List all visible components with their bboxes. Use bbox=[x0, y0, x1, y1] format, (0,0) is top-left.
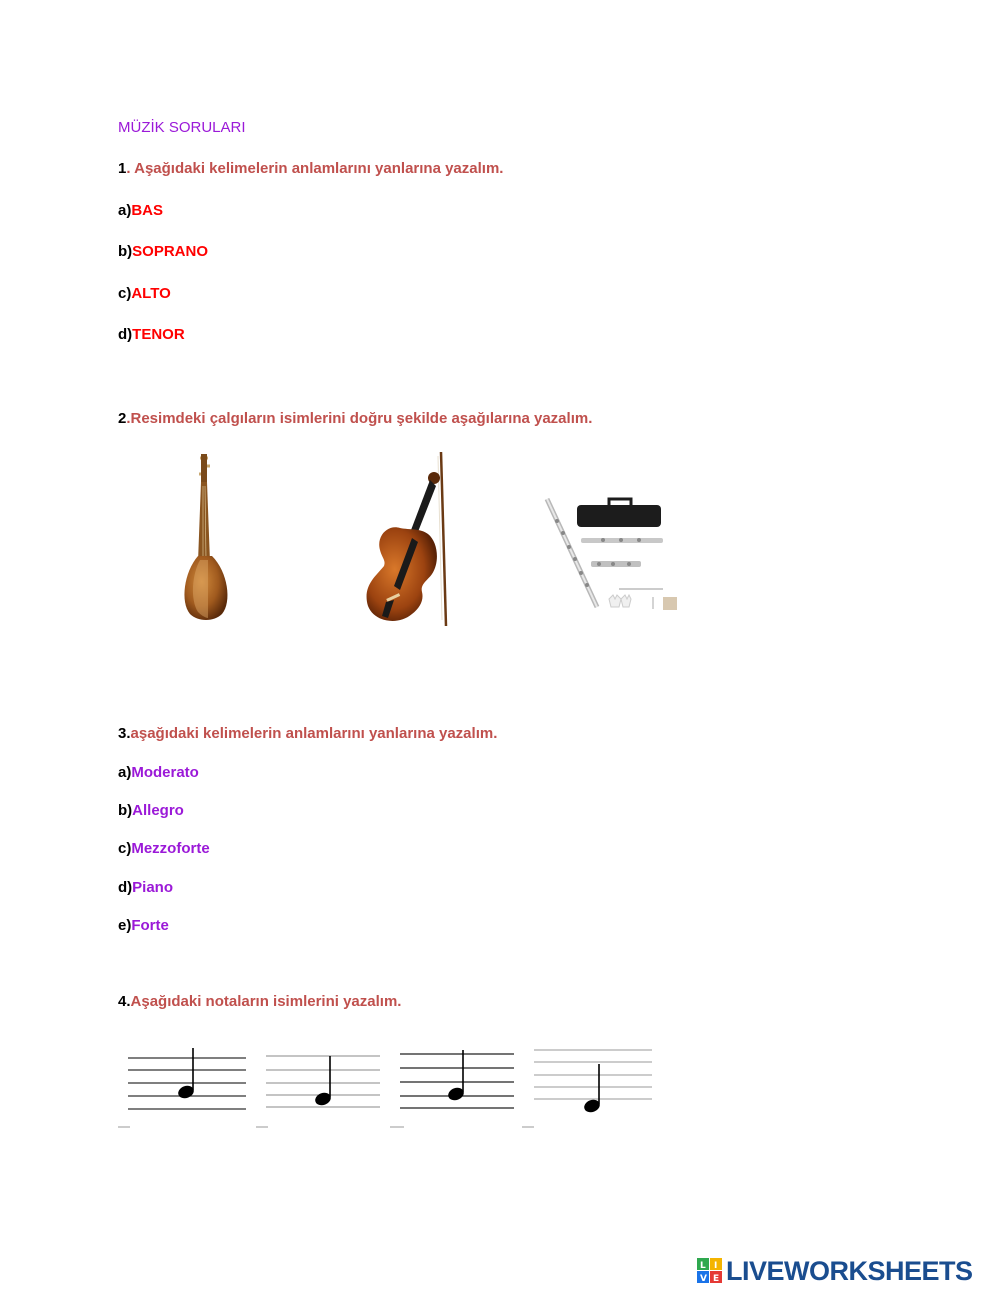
page-title: MÜZİK SORULARI bbox=[118, 119, 246, 136]
item-label: e) bbox=[118, 917, 132, 934]
footer-logo bbox=[697, 1254, 973, 1288]
question-3-text: aşağıdaki kelimelerin anlamlarını yanlarına yazalım. bbox=[130, 725, 498, 742]
question-3-number: 3. bbox=[118, 725, 131, 742]
question-1 bbox=[118, 160, 503, 178]
question-2 bbox=[118, 410, 592, 428]
item-label: d) bbox=[118, 326, 133, 343]
question-4 bbox=[118, 993, 401, 1011]
question-1-text: . Aşağıdaki kelimelerin anlamlarını yanlarına yazalım. bbox=[126, 160, 504, 177]
note-staff-1 bbox=[118, 1040, 250, 1130]
item-label: d) bbox=[118, 879, 133, 896]
note-staff-2 bbox=[256, 1040, 382, 1130]
item-word: Forte bbox=[131, 917, 169, 934]
item-word: Mezzoforte bbox=[131, 840, 210, 857]
item-label: a) bbox=[118, 764, 132, 781]
question-3-item-c bbox=[118, 840, 210, 858]
item-label: c) bbox=[118, 840, 132, 857]
baglama-image bbox=[170, 452, 250, 624]
question-3-item-a bbox=[118, 764, 199, 782]
liveworksheets-logo-icon bbox=[697, 1258, 723, 1284]
question-3 bbox=[118, 725, 497, 743]
svg-text:I: I bbox=[714, 1261, 718, 1271]
note-staff-3 bbox=[390, 1040, 518, 1130]
item-word: ALTO bbox=[131, 285, 171, 302]
item-word: Allegro bbox=[132, 802, 184, 819]
note-staff-4 bbox=[522, 1040, 662, 1130]
item-word: Moderato bbox=[131, 764, 199, 781]
flute-image bbox=[543, 495, 683, 613]
item-word: TENOR bbox=[132, 326, 185, 343]
item-word: BAS bbox=[131, 202, 164, 219]
violin-image bbox=[358, 450, 453, 630]
logo-text: LIVEWORKSHEETS bbox=[726, 1255, 973, 1286]
question-1-item-c bbox=[118, 285, 171, 303]
question-1-item-b bbox=[118, 243, 208, 261]
svg-text:E: E bbox=[713, 1274, 720, 1284]
item-label: c) bbox=[118, 285, 132, 302]
svg-text:L: L bbox=[700, 1261, 706, 1271]
item-label: a) bbox=[118, 202, 132, 219]
question-2-text: .Resimdeki çalgıların isimlerini doğru şekilde aşağılarına yazalım. bbox=[126, 410, 593, 427]
question-4-number: 4. bbox=[118, 993, 131, 1010]
item-word: SOPRANO bbox=[132, 243, 209, 260]
item-label: b) bbox=[118, 243, 133, 260]
question-3-item-d bbox=[118, 879, 173, 897]
question-1-item-d bbox=[118, 326, 185, 344]
item-word: Piano bbox=[132, 879, 174, 896]
question-1-item-a bbox=[118, 202, 163, 220]
question-4-text: Aşağıdaki notaların isimlerini yazalım. bbox=[130, 993, 402, 1010]
question-2-number: 2 bbox=[118, 410, 127, 427]
item-label: b) bbox=[118, 802, 133, 819]
question-3-item-b bbox=[118, 802, 184, 820]
question-1-number: 1 bbox=[118, 160, 127, 177]
question-3-item-e bbox=[118, 917, 169, 935]
svg-text:V: V bbox=[700, 1274, 707, 1284]
